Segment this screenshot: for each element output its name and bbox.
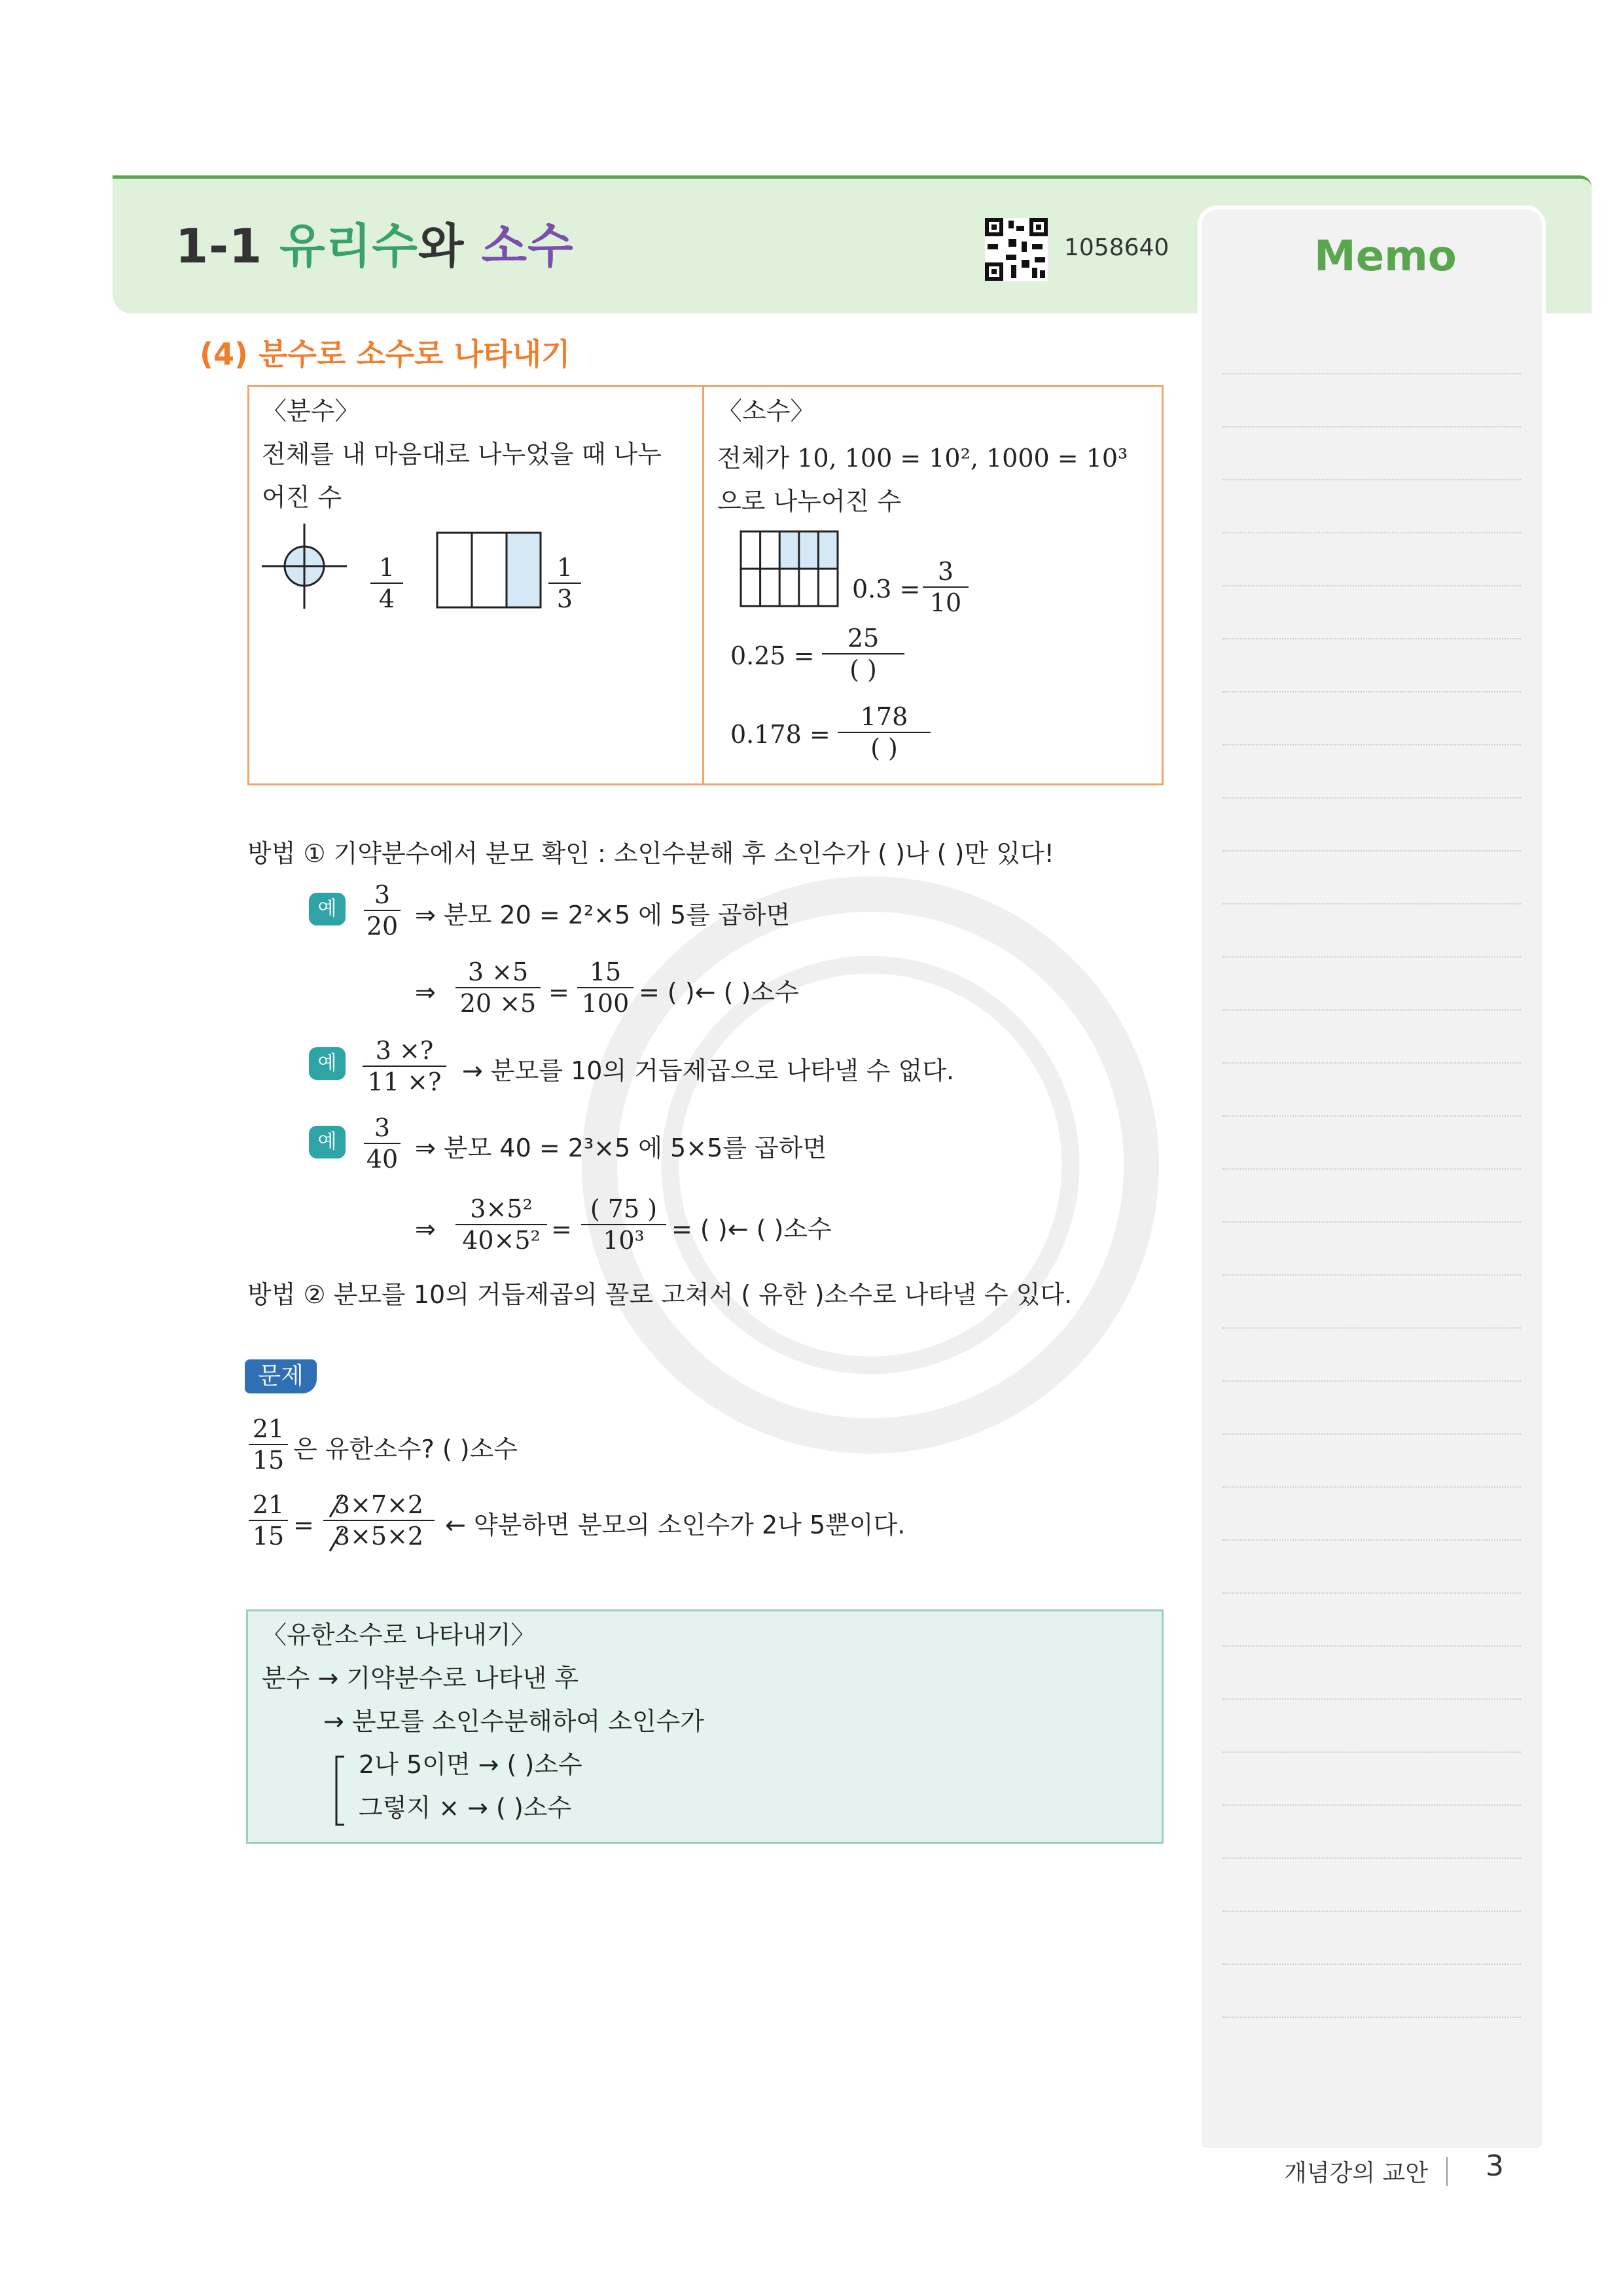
memo-rule-line bbox=[1222, 1910, 1521, 1912]
method-1: 방법 ① 기약분수에서 분모 확인 : 소인수분해 후 소인수가 ( )나 ( )만 있다! bbox=[247, 839, 1054, 868]
example-badge-3: 예 bbox=[309, 1126, 346, 1158]
memo-rule-line bbox=[1222, 2017, 1521, 2018]
memo-title: Memo bbox=[1314, 232, 1457, 281]
example-1-result-fraction: $\frac{15}{100}$ bbox=[577, 957, 633, 1018]
example-badge-2: 예 bbox=[309, 1047, 346, 1080]
memo-rule-line bbox=[1222, 1062, 1521, 1064]
fraction-desc-line2: 어진 수 bbox=[262, 483, 342, 512]
memo-rule-line bbox=[1222, 797, 1521, 798]
problem-answer-equals: = bbox=[293, 1511, 314, 1539]
example-1-equals: = bbox=[548, 978, 569, 1007]
memo-rule-line bbox=[1222, 1539, 1521, 1541]
method-2: 방법 ② 분모를 10의 거듭제곱의 꼴로 고쳐서 ( 유한 )소수로 나타낼 수 있다. bbox=[247, 1280, 1073, 1309]
problem-answer-rhs-fraction: $\frac{3\times 7\times 2}{3\times 5\times 2}$ bbox=[323, 1490, 435, 1551]
example-1-step-arrow: ⇒ bbox=[415, 978, 436, 1007]
qr-code-number: 1058640 bbox=[1064, 234, 1169, 261]
problem-answer-text: ← 약분하면 분모의 소인수가 2나 5뿐이다. bbox=[445, 1511, 906, 1539]
decimal-example-1-fraction: $\frac{3}{10}$ bbox=[923, 556, 969, 618]
example-3-step-arrow: ⇒ bbox=[415, 1215, 436, 1244]
tenths-grid-diagram bbox=[740, 530, 839, 607]
decimal-example-2-lhs: 0.25 = bbox=[730, 641, 815, 670]
memo-rule-line bbox=[1222, 426, 1521, 427]
title-part1: 유리수 bbox=[279, 219, 418, 274]
memo-rule-line bbox=[1222, 1964, 1521, 1965]
memo-rule-line bbox=[1222, 1433, 1521, 1435]
example-1-fraction: $\frac{3}{20}$ bbox=[364, 880, 401, 941]
summary-line2: → 분모를 소인수분해하여 소인수가 bbox=[323, 1707, 704, 1736]
decimal-desc-line1: 전체가 10, 100 = 10², 1000 = 10³ bbox=[717, 444, 1128, 473]
fraction-header: 〈분수〉 bbox=[262, 397, 360, 425]
summary-case2: 그렇지 × → ( )소수 bbox=[359, 1793, 572, 1822]
example-3-fraction: $\frac{3}{40}$ bbox=[364, 1113, 401, 1174]
example-2-fraction: $\frac{3 \times?}{11 \times?}$ bbox=[363, 1035, 446, 1097]
qr-code-icon[interactable] bbox=[985, 218, 1048, 281]
memo-rule-line bbox=[1222, 1327, 1521, 1329]
memo-rule-line bbox=[1222, 1168, 1521, 1170]
memo-rule-line bbox=[1222, 479, 1521, 480]
example-3-equals: = bbox=[551, 1215, 572, 1244]
memo-rule-line bbox=[1222, 1645, 1521, 1647]
memo-rule-line bbox=[1222, 1115, 1521, 1117]
memo-rule-line bbox=[1222, 1274, 1521, 1276]
memo-rule-line bbox=[1222, 1486, 1521, 1488]
memo-rule-line bbox=[1222, 744, 1521, 745]
problem-question-fraction: $\frac{21}{15}$ bbox=[249, 1414, 288, 1475]
memo-rule-line bbox=[1222, 956, 1521, 958]
example-3-step-fraction: $\frac{\text{3×5²}}{\text{40×5²}}$ bbox=[455, 1194, 547, 1255]
memo-rule-line bbox=[1222, 903, 1521, 905]
memo-rule-line bbox=[1222, 1380, 1521, 1382]
fraction-one-quarter: $\frac{1}{4}$ bbox=[370, 552, 403, 614]
page-title bbox=[175, 208, 574, 276]
problem-question-text: 은 유한소수? ( )소수 bbox=[293, 1435, 518, 1463]
memo-rule-line bbox=[1222, 850, 1521, 852]
quarter-circle-diagram bbox=[262, 524, 347, 609]
footer-label: 개념강의 교안 bbox=[1284, 2160, 1429, 2187]
summary-title: 〈유한소수로 나타내기〉 bbox=[262, 1621, 536, 1649]
memo-rule-line bbox=[1222, 1804, 1521, 1806]
memo-rule-line bbox=[1222, 1221, 1521, 1223]
problem-badge: 문제 bbox=[245, 1359, 317, 1393]
problem-answer-fraction: $\frac{21}{15}$ bbox=[249, 1490, 288, 1551]
decimal-header: 〈소수〉 bbox=[717, 397, 815, 425]
summary-line1: 분수 → 기약분수로 나타낸 후 bbox=[262, 1664, 579, 1693]
decimal-example-3-fraction: 178 ( ) bbox=[838, 702, 931, 763]
memo-rule-line bbox=[1222, 1751, 1521, 1753]
decimal-desc-line2: 으로 나누어진 수 bbox=[717, 487, 902, 516]
memo-rule-line bbox=[1222, 1698, 1521, 1700]
memo-rule-line bbox=[1222, 532, 1521, 533]
example-3-text: ⇒ 분모 40 = 2³×5 에 5×5를 곱하면 bbox=[415, 1134, 827, 1162]
summary-case1: 2나 5이면 → ( )소수 bbox=[359, 1750, 582, 1779]
cancel-strokes bbox=[326, 1491, 346, 1556]
example-1-tail: = ( )← ( )소수 bbox=[639, 978, 799, 1007]
title-number: 1-1 bbox=[175, 219, 263, 274]
memo-rule-line bbox=[1222, 373, 1521, 374]
summary-bracket bbox=[331, 1754, 347, 1827]
memo-rule-line bbox=[1222, 691, 1521, 692]
memo-rule-line bbox=[1222, 1009, 1521, 1011]
thirds-rectangle-diagram bbox=[436, 531, 542, 609]
example-3-tail: = ( )← ( )소수 bbox=[671, 1215, 832, 1244]
section-title: (4) 분수로 소수로 나타내기 bbox=[200, 336, 571, 372]
page-number: 3 bbox=[1486, 2149, 1504, 2183]
example-1-text: ⇒ 분모 20 = 2²×5 에 5를 곱하면 bbox=[415, 901, 791, 929]
memo-rule-line bbox=[1222, 1857, 1521, 1859]
title-part2: 소수 bbox=[481, 219, 574, 274]
example-badge-1: 예 bbox=[309, 893, 346, 925]
footer-divider bbox=[1446, 2157, 1448, 2186]
memo-rule-line bbox=[1222, 638, 1521, 639]
decimal-example-1-lhs: 0.3 = bbox=[852, 575, 921, 603]
decimal-example-3-lhs: 0.178 = bbox=[730, 720, 830, 749]
fraction-desc-line1: 전체를 내 마음대로 나누었을 때 나누 bbox=[262, 440, 662, 469]
fraction-one-third: $\frac{1}{3}$ bbox=[548, 552, 581, 614]
example-2-text: → 분모를 10의 거듭제곱으로 나타낼 수 없다. bbox=[462, 1056, 955, 1085]
comparison-divider bbox=[702, 385, 704, 783]
memo-rule-line bbox=[1222, 585, 1521, 586]
decimal-example-2-fraction: 25 ( ) bbox=[822, 623, 904, 685]
example-3-result-fraction: $\frac{( 75 )}{\text{10³}}$ bbox=[581, 1194, 666, 1255]
title-mid: 와 bbox=[418, 219, 465, 274]
example-1-step-fraction: $\frac{3 \times 5}{20 \times 5}$ bbox=[455, 957, 541, 1018]
memo-rule-line bbox=[1222, 1592, 1521, 1594]
